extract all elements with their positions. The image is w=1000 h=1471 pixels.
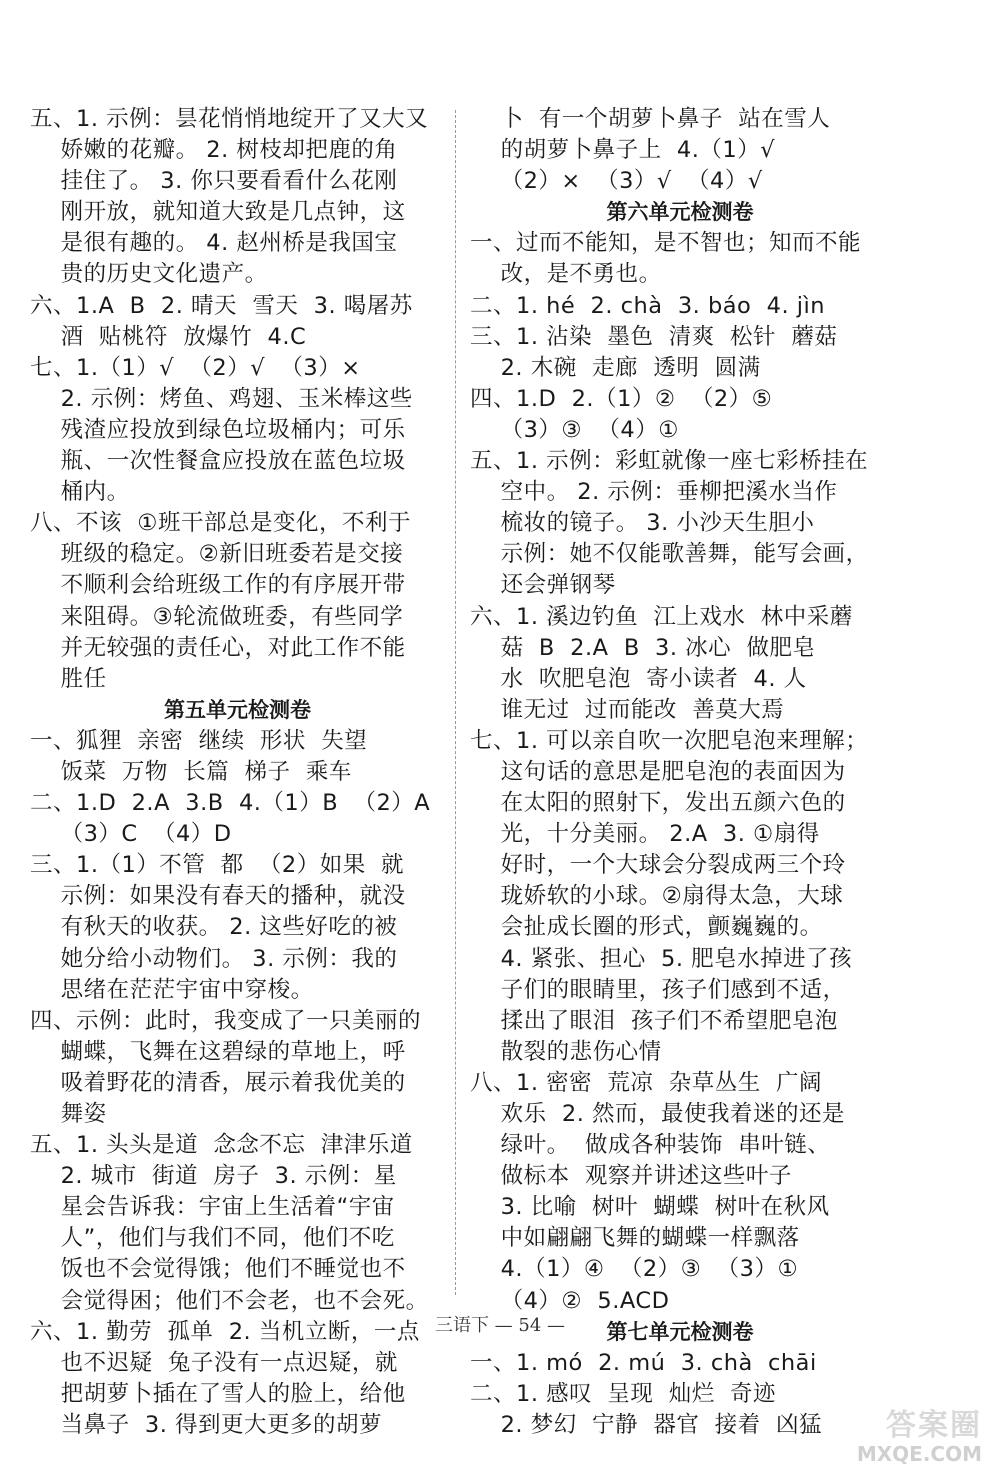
answer-line: 一、狐狸 亲密 继续 形状 失望 [30,727,368,754]
answer-line: 桶内。 [30,479,130,506]
answer-line: 菇 B 2.A B 3. 冰心 做肥皂 [470,634,816,661]
answer-line: 空中。 2. 示例：垂柳把溪水当作 [470,479,838,506]
watermark-logo: 答案圈 [886,1408,982,1443]
answer-line: 三、1.（1）不管 都 （2）如果 就 [30,852,405,879]
answer-line: 思绪在茫茫宇宙中穿梭。 [30,976,314,1003]
answer-line: 4.（1）④ （2）③ （3）① [470,1256,799,1283]
answer-line: 揉出了眼泪 孩子们不希望肥皂泡 [470,1007,838,1034]
answer-line: 一、1. mó 2. mú 3. chà chāi [470,1349,817,1376]
answer-line: 会扯成长圈的形式，颤巍巍的。 [470,914,823,941]
answer-line: 六、1.A B 2. 晴天 雪天 3. 喝屠苏 [30,292,413,319]
answer-line: 六、1. 溪边钓鱼 江上戏水 林中采蘑 [470,603,853,630]
answer-line: 七、1.（1）√ （2）√ （3）× [30,354,361,381]
page-footer: 三语下 — 54 — [434,1315,566,1336]
answer-line: （4）② 5.ACD [470,1287,670,1314]
answer-line: 五、1. 示例：昙花悄悄地绽开了又大又 [30,106,429,132]
answer-line: 一、过而不能知，是不智也；知而不能 [470,230,862,257]
answer-line: 瓶、一次性餐盒应投放在蓝色垃圾 [30,448,406,475]
answer-line: 二、1. hé 2. chà 3. báo 4. jìn [470,292,826,319]
answer-line: 三、1. 沾染 墨色 清爽 松针 蘑菇 [470,323,838,350]
answer-line: 贵的历史文化遗产。 [30,261,268,288]
answer-line: 蝴蝶，飞舞在这碧绿的草地上，呼 [30,1038,406,1065]
answer-line: 并无较强的责任心，对此工作不能 [30,634,406,661]
answer-line: 酒 贴桃符 放爆竹 4.C [30,323,307,350]
answer-line: 有秋天的收获。 2. 这些好吃的被 [30,914,398,941]
section-title: 第五单元检测卷 [164,697,311,722]
answer-line: （3）C （4）D [30,821,232,848]
answer-line: 把胡萝卜插在了雪人的脸上，给他 [30,1380,406,1407]
answer-line: 四、1.D 2.（1）② （2）⑤ [470,385,773,412]
answer-line: 她分给小动物们。 3. 示例：我的 [30,945,398,972]
answer-line: 六、1. 勤劳 孤单 2. 当机立断，一点 [30,1318,420,1345]
answer-line: 五、1. 示例：彩虹就像一座七彩桥挂在 [470,448,869,475]
answer-line: 星会告诉我：宇宙上生活着“宇宙 [30,1194,395,1221]
answer-line: 八、不该 ①班干部总是变化，不利于 [30,510,411,537]
answer-line: 这句话的意思是肥皂泡的表面因为 [470,758,846,785]
answer-line: 二、1. 感叹 呈现 灿烂 奇迹 [470,1380,777,1407]
answer-line: 好时，一个大球会分裂成两三个玲 [470,852,846,879]
answer-line: 七、1. 可以亲自吹一次肥皂泡来理解； [470,727,869,754]
answer-line: 光，十分美丽。 2.A 3. ①扇得 [470,821,820,848]
watermark [816,1400,988,1466]
answer-line: 饭菜 万物 长篇 梯子 乘车 [30,758,352,785]
answer-line: 四、示例：此时，我变成了一只美丽的 [30,1007,422,1034]
answer-line: 在太阳的照射下，发出五颜六色的 [470,790,846,817]
answer-line: 2. 梦幻 宁静 器官 接着 凶猛 [470,1411,822,1438]
answer-line: 绿叶。 做成各种装饰 串叶链、 [470,1132,831,1159]
answer-line: 班级的稳定。②新旧班委若是交接 [30,541,404,568]
answer-line: 4. 紧张、担心 5. 肥皂水掉进了孩 [470,945,853,972]
answer-line: 中如翩翩飞舞的蝴蝶一样飘落 [470,1225,800,1252]
answer-line: 子们的眼睛里，孩子们感到不适， [470,976,846,1003]
answer-line: （3）③ （4）① [470,416,679,443]
answer-line: 水 吹肥皂泡 寄小读者 4. 人 [470,665,807,692]
answer-line: 来阻碍。③轮流做班委，有些同学 [30,603,404,630]
answer-line: 人”，他们与我们不同，他们不吃 [30,1225,395,1252]
answer-line: 五、1. 头头是道 念念不忘 津津乐道 [30,1132,413,1159]
answer-line: 谁无过 过而能改 善莫大焉 [470,696,785,723]
section-title: 第七单元检测卷 [606,1319,754,1344]
left-column [30,104,445,1441]
answer-line: 二、1.D 2.A 3.B 4.（1）B （2）A [30,790,431,817]
answer-line: 还会弹钢琴 [470,572,616,599]
answer-line: 的胡萝卜鼻子上 4.（1）√ [470,137,776,164]
answer-line: 是很有趣的。 4. 赵州桥是我国宝 [30,230,398,257]
answer-line: 当鼻子 3. 得到更大更多的胡萝 [30,1411,383,1438]
answer-line: 2. 示例：烤鱼、鸡翅、玉米棒这些 [30,385,413,412]
answer-line: 示例：如果没有春天的播种，就没 [30,883,406,910]
answer-line: 也不迟疑 兔子没有一点迟疑，就 [30,1349,398,1376]
watermark-url: MXQE.COM [856,1442,982,1466]
answer-line: 2. 城市 街道 房子 3. 示例：星 [30,1163,397,1190]
answer-line: 梳妆的镜子。 3. 小沙天生胆小 [470,510,815,537]
answer-line: 2. 木碗 走廊 透明 圆满 [470,354,761,381]
answer-line: 珑娇软的小球。②扇得太急，大球 [470,883,844,910]
answer-line: 欢乐 2. 然而，最使我着迷的还是 [470,1101,846,1127]
answer-line: 卜 有一个胡萝卜鼻子 站在雪人 [470,106,831,132]
answer-line: 娇嫩的花瓣。 2. 树枝却把鹿的角 [30,137,398,164]
answer-line: 八、1. 密密 荒凉 杂草丛生 广阔 [470,1069,823,1096]
answer-line: 吸着野花的清香，展示着我优美的 [30,1069,406,1096]
answer-line: 挂住了。 3. 你只要看看什么花刚 [30,168,398,195]
answer-line: 饭也不会觉得饿；他们不睡觉也不 [30,1256,406,1283]
answer-line: 示例：她不仅能歌善舞，能写会画， [470,541,869,568]
answer-line: 刚开放，就知道大致是几点钟，这 [30,199,406,226]
section-title: 第六单元检测卷 [606,200,754,225]
right-column [470,104,890,1441]
answer-line: 3. 比喻 树叶 蝴蝶 树叶在秋风 [470,1194,830,1221]
answer-line: 会觉得困；他们不会老，也不会死。 [30,1287,429,1314]
answer-line: 改，是不勇也。 [470,261,662,288]
answer-line: 胜任 [30,665,107,692]
answer-line: 舞姿 [30,1101,107,1127]
column-divider [455,110,456,1295]
answer-line: （2）× （3）√ （4）√ [470,168,763,195]
answer-line: 做标本 观察并讲述这些叶子 [470,1163,792,1190]
answer-line: 残渣应投放到绿色垃圾桶内；可乐 [30,416,406,443]
answer-line: 散裂的悲伤心情 [470,1038,662,1065]
answer-line: 不顺利会给班级工作的有序展开带 [30,572,406,599]
